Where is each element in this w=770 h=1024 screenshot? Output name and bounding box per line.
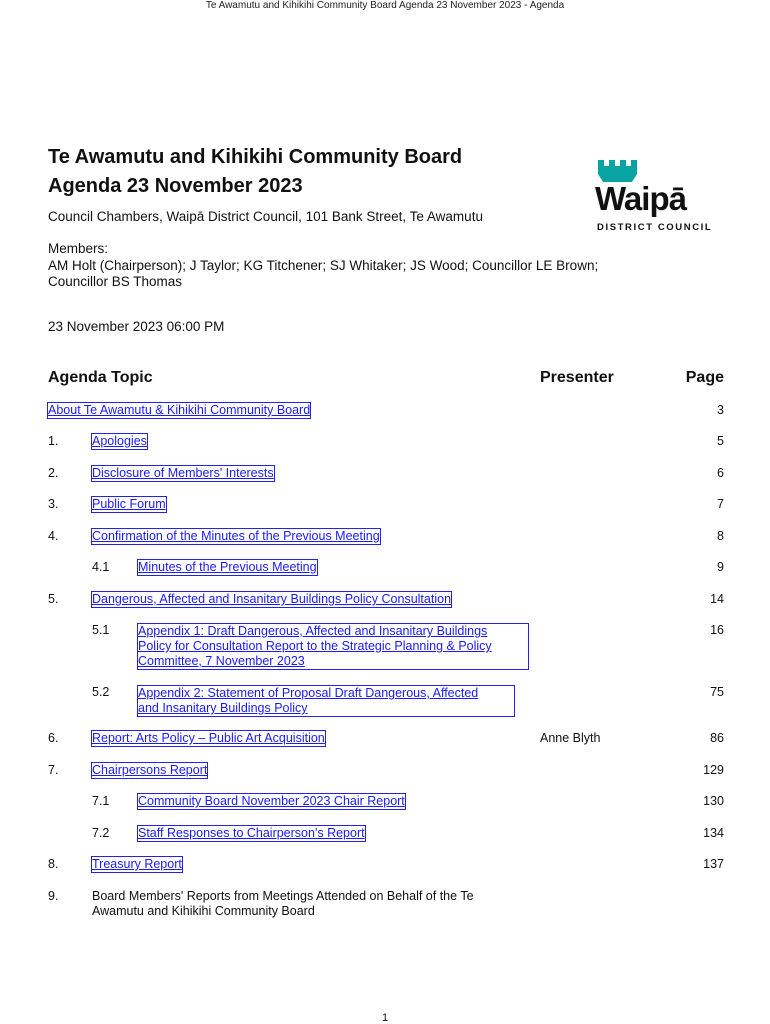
- agenda-link-disclosure[interactable]: Disclosure of Members' Interests: [92, 466, 274, 480]
- agenda-link-buildings-policy[interactable]: Dangerous, Affected and Insanitary Buildings Policy Consultation: [92, 592, 452, 606]
- agenda-page: 130: [703, 794, 724, 808]
- agenda-page-about: 3: [717, 403, 724, 417]
- logo-subtitle: DISTRICT COUNCIL: [597, 222, 713, 233]
- page-title-line2: Agenda 23 November 2023: [48, 175, 303, 197]
- agenda-number: 2.: [48, 466, 59, 480]
- agenda-number: 1.: [48, 434, 59, 448]
- agenda-page: 8: [717, 529, 724, 543]
- agenda-subnumber: 4.1: [92, 560, 110, 574]
- agenda-page: 7: [717, 497, 724, 511]
- agenda-page: 6: [717, 466, 724, 480]
- agenda-link-arts-policy[interactable]: Report: Arts Policy – Public Art Acquisition: [92, 731, 325, 745]
- running-header: Te Awamutu and Kihikihi Community Board Agenda 23 November 2023 - Agenda: [205, 0, 565, 11]
- agenda-link-apologies[interactable]: Apologies: [92, 434, 147, 448]
- agenda-page: 5: [717, 434, 724, 448]
- agenda-page: 14: [710, 592, 724, 606]
- agenda-number: 7.: [48, 763, 59, 777]
- appendix-1-line1: Appendix 1: Draft Dangerous, Affected and Insanitary Buildings: [138, 624, 488, 638]
- page-number: 1: [381, 1012, 389, 1024]
- agenda-link-public-forum[interactable]: Public Forum: [92, 497, 166, 511]
- agenda-number: 3.: [48, 497, 59, 511]
- meeting-location: Council Chambers, Waipā District Council, 101 Bank Street, Te Awamutu: [48, 209, 483, 224]
- waipa-logo: [595, 160, 715, 235]
- header-agenda-topic: Agenda Topic: [48, 369, 153, 386]
- agenda-link-confirmation-minutes[interactable]: Confirmation of the Minutes of the Previous Meeting: [92, 529, 380, 543]
- appendix-1-line2: Policy for Consultation Report to the Strategic Planning & Policy: [138, 639, 492, 653]
- agenda-link-about[interactable]: About Te Awamutu & Kihikihi Community Board: [48, 403, 311, 417]
- members-list-line1: AM Holt (Chairperson); J Taylor; KG Titchener; SJ Whitaker; JS Wood; Councillor LE Brown;: [48, 258, 599, 273]
- logo-wordmark: Waipā: [595, 180, 686, 217]
- agenda-number: 8.: [48, 857, 59, 871]
- agenda-presenter: Anne Blyth: [540, 731, 601, 745]
- agenda-link-chair-report[interactable]: Community Board November 2023 Chair Report: [138, 794, 405, 808]
- agenda-link-chairpersons-report[interactable]: Chairpersons Report: [92, 763, 208, 777]
- agenda-number: 9.: [48, 889, 59, 903]
- agenda-subnumber: 5.2: [92, 685, 110, 699]
- agenda-subnumber: 7.1: [92, 794, 110, 808]
- agenda-number: 6.: [48, 731, 59, 745]
- agenda-page: 134: [703, 826, 724, 840]
- agenda-link-appendix-1[interactable]: [138, 624, 528, 669]
- agenda-subnumber: 7.2: [92, 826, 110, 840]
- agenda-link-treasury-report[interactable]: Treasury Report: [92, 857, 182, 871]
- agenda-page: 16: [710, 623, 724, 637]
- agenda-page: 9: [717, 560, 724, 574]
- appendix-1-line3: Committee, 7 November 2023: [138, 654, 305, 668]
- members-list-line2: Councillor BS Thomas: [48, 274, 183, 289]
- agenda-number: 4.: [48, 529, 59, 543]
- agenda-link-minutes-previous[interactable]: Minutes of the Previous Meeting: [138, 560, 317, 574]
- agenda-number: 5.: [48, 592, 59, 606]
- board-members-line1: Board Members' Reports from Meetings Attended on Behalf of the Te: [92, 889, 474, 903]
- page-title-line1: Te Awamutu and Kihikihi Community Board: [48, 146, 463, 168]
- agenda-item-board-members-reports: [92, 889, 474, 919]
- agenda-page: 129: [703, 763, 724, 777]
- agenda-page: 86: [710, 731, 724, 745]
- agenda-subnumber: 5.1: [92, 623, 110, 637]
- meeting-datetime: 23 November 2023 06:00 PM: [48, 319, 225, 334]
- members-label: Members:: [48, 241, 109, 256]
- agenda-page: 75: [710, 685, 724, 699]
- agenda-page: 137: [703, 857, 724, 871]
- agenda-link-appendix-2[interactable]: [138, 686, 514, 716]
- board-members-line2: Awamutu and Kihikihi Community Board: [92, 904, 315, 918]
- appendix-2-line1: Appendix 2: Statement of Proposal Draft Dangerous, Affected: [138, 686, 479, 700]
- appendix-2-line2: and Insanitary Buildings Policy: [138, 701, 308, 715]
- header-presenter: Presenter: [540, 369, 614, 386]
- agenda-link-staff-responses[interactable]: Staff Responses to Chairperson's Report: [138, 826, 365, 840]
- header-page: Page: [685, 369, 724, 386]
